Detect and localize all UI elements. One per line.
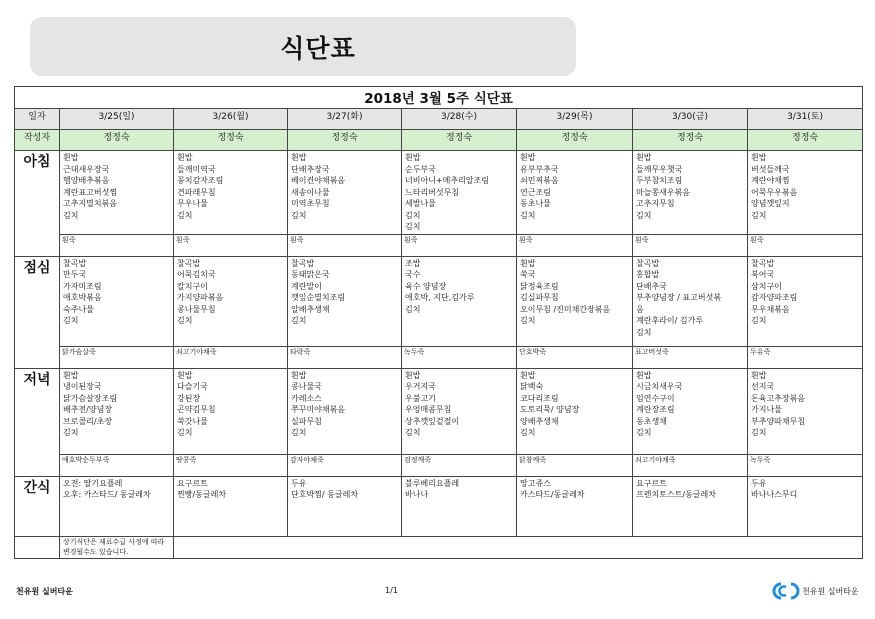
lunch-cell — [288, 256, 402, 346]
breakfast-cell — [402, 151, 517, 235]
snack-item: 오전: 딸기요플레 — [63, 478, 123, 488]
menu-item: 김치 — [751, 210, 767, 220]
menu-item: 찰곡밥 — [751, 258, 775, 268]
author-cell: 정정숙 — [633, 130, 748, 151]
menu-item: 김치 — [63, 316, 79, 325]
note-filler — [174, 536, 863, 558]
menu-item: 숙주나물 — [63, 304, 94, 314]
snack-item: 단호박찜/ 동글레차 — [291, 490, 359, 499]
menu-item: 단배추국 — [636, 281, 667, 291]
menu-item: 세발나물 — [405, 199, 436, 208]
menu-item: 찰곡밥 — [291, 258, 315, 268]
menu-item: 돈육고추장볶음 — [751, 393, 806, 403]
menu-item: 계란후라이/ 김가루 — [636, 316, 704, 325]
porridge-cell: 쇠고기야채죽 — [174, 346, 288, 368]
author-cell: 정정숙 — [517, 130, 633, 151]
date-cell: 3/25(일) — [60, 109, 174, 130]
snack-row — [15, 476, 863, 536]
menu-item: 김치 — [751, 428, 767, 437]
snack-cell — [174, 476, 288, 536]
dinner-cell — [402, 368, 517, 454]
note-spacer — [15, 536, 60, 558]
menu-item: 동태맑은국 — [291, 270, 330, 279]
menu-item: 흰밥 — [291, 153, 307, 162]
menu-item: 도토리묵/ 양념장 — [520, 405, 580, 414]
author-cell: 정정숙 — [288, 130, 402, 151]
menu-item: 냉이된장국 — [63, 382, 102, 391]
date-label: 일자 — [15, 109, 60, 130]
menu-item: 흰밥 — [751, 370, 767, 380]
snack-cell — [60, 476, 174, 536]
lunch-cell — [60, 256, 174, 346]
menu-item: 부추양파채무침 — [751, 416, 806, 426]
menu-table — [14, 86, 863, 559]
menu-item: 흰밥 — [751, 153, 767, 162]
menu-item: 꽁치감자조림 — [177, 176, 224, 185]
snack-item: 망고쥬스 — [520, 478, 551, 488]
lunch-porridge-row — [15, 346, 863, 368]
menu-item: 홍합밥 — [636, 270, 660, 279]
menu-item: 부추양념장 / 표고버섯볶 — [636, 293, 722, 302]
menu-item: 김치 — [405, 222, 421, 231]
menu-item: 애호박, 지단,김가루 — [405, 293, 475, 302]
menu-item: 김치 — [177, 316, 193, 325]
menu-item: 우엉매콤무침 — [405, 405, 452, 414]
breakfast-cell — [174, 151, 288, 235]
menu-item: 가자미조림 — [63, 281, 102, 291]
menu-item: 선지국 — [751, 382, 775, 391]
menu-item: 삼치구이 — [751, 281, 782, 291]
dinner-cell — [288, 368, 402, 454]
menu-note: 상기식단은 재료수급 사정에 따라 변경될수도 있습니다. — [60, 536, 174, 558]
porridge-cell: 단호박죽 — [517, 346, 633, 368]
title-banner — [30, 17, 576, 76]
week-title: 2018년 3월 5주 식단표 — [15, 87, 863, 109]
menu-item: 오이무침 /진미채간장볶음 — [520, 304, 611, 314]
footer-org: 천유원 실버타운 — [16, 587, 73, 596]
menu-item: 김치 — [291, 316, 307, 325]
menu-item: 무우나물 — [177, 199, 208, 208]
menu-item: 우불고기 — [405, 393, 436, 403]
menu-item: 동초나물 — [520, 199, 551, 208]
menu-item: 마늘쫑새우볶음 — [636, 187, 691, 197]
menu-item: 양배추생채 — [520, 416, 559, 426]
breakfast-cell — [60, 151, 174, 235]
menu-item: 흰밥 — [520, 370, 536, 380]
menu-item: 북어국 — [751, 270, 775, 279]
author-cell: 정정숙 — [60, 130, 174, 151]
snack-item: 바나나스무디 — [751, 490, 798, 499]
menu-item: 임연수구이 — [636, 393, 675, 403]
date-cell: 3/27(화) — [288, 109, 402, 130]
menu-item: 고추지무침 — [636, 199, 675, 208]
menu-item: 흰밥 — [636, 153, 652, 162]
menu-item: 근대새우장국 — [63, 164, 110, 174]
author-cell: 정정숙 — [402, 130, 517, 151]
dinner-porridge-row — [15, 454, 863, 476]
lunch-row — [15, 256, 863, 346]
porridge-cell: 타락죽 — [288, 346, 402, 368]
menu-item: 무우채볶음 — [751, 304, 790, 314]
menu-item: 너비아니+메추리알조림 — [405, 176, 489, 185]
logo-text: 천유원 실버타운 — [802, 586, 859, 596]
week-title-row — [15, 87, 863, 109]
menu-item: 쑥갓나물 — [177, 416, 208, 426]
menu-item: 다슬기국 — [177, 382, 208, 391]
menu-item: 흰밥 — [520, 153, 536, 162]
menu-item: 닭가슴살장조림 — [63, 393, 118, 403]
porridge-cell: 흰죽 — [748, 234, 863, 256]
menu-item: 흰밥 — [177, 153, 193, 162]
breakfast-porridge-row — [15, 234, 863, 256]
dinner-cell — [60, 368, 174, 454]
dinner-cell — [174, 368, 288, 454]
menu-item: 칼치구이 — [177, 281, 208, 291]
menu-item: 찰곡밥 — [636, 258, 660, 268]
dinner-cell — [748, 368, 863, 454]
menu-item: 우거지국 — [405, 382, 436, 391]
porridge-cell: 표고버섯죽 — [633, 346, 748, 368]
dinner-label: 저녁 — [15, 368, 60, 476]
menu-item: 김치 — [63, 210, 79, 220]
snack-item: 바나나 — [405, 490, 429, 499]
menu-item: 김실파무침 — [520, 293, 559, 302]
porridge-cell: 녹두죽 — [748, 454, 863, 476]
menu-item: 코다리조림 — [520, 393, 559, 403]
menu-item: 김치 — [177, 428, 193, 437]
menu-item: 콩나물무침 — [177, 304, 216, 314]
author-label: 작성자 — [15, 130, 60, 151]
porridge-cell: 흰죽 — [288, 234, 402, 256]
date-cell: 3/31(토) — [748, 109, 863, 130]
menu-item: 브로콜리/초장 — [63, 416, 113, 426]
menu-item: 김치 — [291, 210, 307, 220]
menu-item: 계란표고버섯찜 — [63, 187, 118, 197]
menu-item: 김치 — [751, 316, 767, 325]
porridge-cell: 애호박순두부죽 — [60, 454, 174, 476]
menu-item: 버섯들깨국 — [751, 164, 790, 174]
breakfast-cell — [633, 151, 748, 235]
menu-item: 김치 — [636, 428, 652, 437]
author-cell: 정정숙 — [174, 130, 288, 151]
menu-item: 조밥 — [405, 258, 421, 268]
porridge-cell: 흰죽 — [633, 234, 748, 256]
menu-item: 양념깻잎지 — [751, 199, 790, 208]
snack-item: 두유 — [751, 478, 767, 488]
menu-item: 두부참치조림 — [636, 176, 683, 185]
breakfast-row — [15, 151, 863, 235]
menu-item: 흰밥 — [520, 258, 536, 268]
porridge-cell: 닭가슴살죽 — [60, 346, 174, 368]
menu-item: 알배추생채 — [291, 304, 330, 314]
menu-item: 어묵무우볶음 — [751, 187, 798, 197]
snack-item: 블루베리요플레 — [405, 478, 460, 488]
menu-item: 미역초무침 — [291, 199, 330, 208]
lunch-cell — [174, 256, 288, 346]
snack-cell — [748, 476, 863, 536]
menu-item: 곤약김무침 — [177, 405, 216, 414]
porridge-cell: 흰죽 — [517, 234, 633, 256]
menu-item: 흰밥 — [405, 153, 421, 162]
menu-item: 동초생채 — [636, 416, 667, 426]
snack-cell — [402, 476, 517, 536]
menu-item: 상추깻잎겉절이 — [405, 416, 460, 426]
menu-item: 들깨무우챗국 — [636, 164, 683, 174]
snack-cell — [288, 476, 402, 536]
footer-page-number: 1/1 — [385, 586, 398, 595]
menu-item: 순두부국 — [405, 164, 436, 174]
menu-item: 실파무침 — [291, 416, 322, 426]
menu-item: 계란야채찜 — [751, 176, 790, 185]
footer-logo — [772, 581, 859, 601]
porridge-cell: 쇠고기야채죽 — [633, 454, 748, 476]
lunch-label: 점심 — [15, 256, 60, 368]
menu-item: 고추지멸치볶음 — [63, 199, 118, 208]
snack-item: 오후: 카스타드/ 동글레차 — [63, 490, 151, 499]
date-cell: 3/30(금) — [633, 109, 748, 130]
breakfast-cell — [748, 151, 863, 235]
menu-item: 김치 — [405, 428, 421, 437]
dinner-cell — [517, 368, 633, 454]
menu-item: 닭백숙 — [520, 382, 544, 391]
porridge-cell: 검정깨죽 — [402, 454, 517, 476]
menu-item: 배추전/양념장 — [63, 405, 113, 414]
porridge-cell: 두유죽 — [748, 346, 863, 368]
menu-item: 만두국 — [63, 270, 87, 279]
porridge-cell: 닭참깨죽 — [517, 454, 633, 476]
snack-item: 요구르트 — [177, 478, 208, 488]
menu-item: 흰밥 — [63, 153, 79, 162]
menu-item: 어묵김치국 — [177, 270, 216, 279]
menu-item: 흰밥 — [405, 370, 421, 380]
snack-cell — [633, 476, 748, 536]
menu-item: 햄양배추볶음 — [63, 176, 110, 185]
breakfast-cell — [517, 151, 633, 235]
menu-item: 음 — [636, 304, 644, 314]
menu-item: 시금치새우국 — [636, 382, 683, 391]
menu-item: 들깨미역국 — [177, 164, 216, 174]
menu-item: 국수 — [405, 270, 421, 279]
menu-item: 깻잎순멸치조림 — [291, 293, 346, 302]
menu-item: 계란장조림 — [636, 405, 675, 414]
menu-item: 느타리버섯무침 — [405, 187, 460, 197]
date-cell: 3/29(목) — [517, 109, 633, 130]
menu-item: 닭정육조림 — [520, 281, 559, 291]
porridge-cell: 흰죽 — [402, 234, 517, 256]
menu-item: 김치 — [405, 304, 421, 314]
menu-item: 찰곡밥 — [177, 258, 201, 268]
menu-item: 흰밥 — [291, 370, 307, 380]
menu-item: 강된장 — [177, 393, 201, 403]
menu-item: 애호박볶음 — [63, 293, 102, 302]
menu-item: 단배추장국 — [291, 164, 330, 174]
snack-label: 간식 — [15, 476, 60, 536]
menu-item: 쇠민찌볶음 — [520, 176, 559, 185]
snack-item: 요구르트 — [636, 478, 667, 488]
menu-item: 가지나물 — [751, 405, 782, 414]
menu-item: 계란말이 — [291, 281, 322, 291]
date-row — [15, 109, 863, 130]
menu-item: 김치 — [520, 428, 536, 437]
porridge-cell: 녹두죽 — [402, 346, 517, 368]
menu-item: 가지양파볶음 — [177, 293, 224, 302]
snack-cell — [517, 476, 633, 536]
author-cell: 정정숙 — [748, 130, 863, 151]
menu-item: 김치 — [520, 210, 536, 220]
snack-item: 두유 — [291, 478, 307, 488]
note-row — [15, 536, 863, 558]
breakfast-cell — [288, 151, 402, 235]
snack-item: 프렌치토스트/동글레차 — [636, 490, 716, 499]
lunch-cell — [748, 256, 863, 346]
menu-item: 유부부추국 — [520, 164, 559, 174]
porridge-cell: 땅콩죽 — [174, 454, 288, 476]
menu-item: 김치 — [177, 210, 193, 220]
breakfast-label: 아침 — [15, 151, 60, 257]
date-cell: 3/26(월) — [174, 109, 288, 130]
menu-item: 감자양파조림 — [751, 293, 798, 302]
menu-item: 쑥국 — [520, 270, 536, 279]
menu-item: 찰곡밥 — [63, 258, 87, 268]
porridge-cell: 감자야채죽 — [288, 454, 402, 476]
menu-item: 흰밥 — [177, 370, 193, 380]
porridge-cell: 흰죽 — [60, 234, 174, 256]
logo-icon — [772, 581, 800, 601]
menu-item: 흰밥 — [636, 370, 652, 380]
snack-item: 찐빵/동글레차 — [177, 490, 227, 499]
menu-item: 김치 — [63, 428, 79, 437]
menu-item: 콩나물국 — [291, 382, 322, 391]
menu-item: 김치 — [636, 210, 652, 220]
date-cell: 3/28(수) — [402, 109, 517, 130]
author-row — [15, 130, 863, 151]
lunch-cell — [402, 256, 517, 346]
lunch-cell — [517, 256, 633, 346]
dinner-cell — [633, 368, 748, 454]
menu-item: 김치 — [520, 316, 536, 325]
menu-item: 흰밥 — [63, 370, 79, 380]
menu-item: 김치 — [291, 428, 307, 437]
page-title: 식단표 — [280, 33, 356, 63]
menu-item: 견파래무침 — [177, 187, 216, 197]
menu-item: 쭈꾸미야채볶음 — [291, 405, 346, 414]
menu-item: 육수 양념장 — [405, 281, 447, 291]
menu-item: 새송이나물 — [291, 187, 330, 197]
snack-item: 카스타드/동글레차 — [520, 490, 585, 499]
porridge-cell: 흰죽 — [174, 234, 288, 256]
menu-item: 베이컨야채볶음 — [291, 176, 346, 185]
dinner-row — [15, 368, 863, 454]
menu-item: 연근조림 — [520, 187, 551, 197]
menu-item: 김치 — [636, 327, 652, 337]
lunch-cell — [633, 256, 748, 346]
menu-item: 김치 — [405, 210, 421, 220]
menu-item: 카레소스 — [291, 393, 322, 403]
